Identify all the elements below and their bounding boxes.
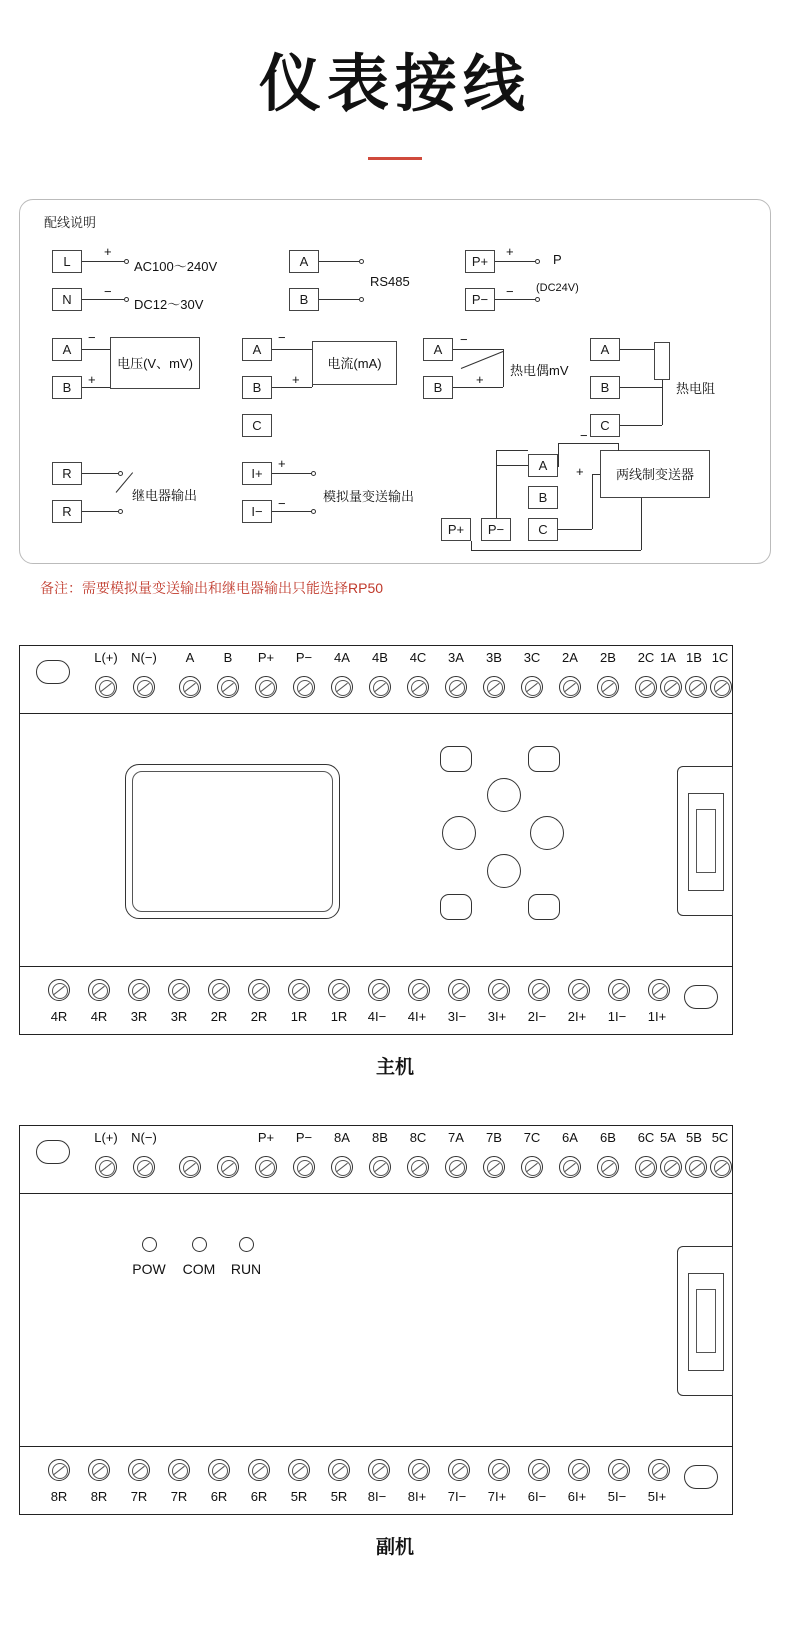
main-top-screw-8[interactable] (407, 676, 429, 698)
main-top-label-17: 1C (711, 650, 729, 665)
sub-top-label-15: 5A (660, 1130, 676, 1145)
sub-bottom-screw-5[interactable] (248, 1459, 270, 1481)
main-side-connector (677, 766, 733, 916)
label-analog-out: 模拟量变送输出 (323, 489, 415, 504)
terminal-analog-iplus: I+ (242, 462, 272, 485)
sub-top-label-0: L(+) (94, 1130, 118, 1145)
main-top-label-2: A (185, 650, 195, 665)
main-top-label-6: 4A (334, 650, 350, 665)
wire-power-l (82, 261, 124, 262)
wiring-panel-caption: 配线说明 (44, 215, 97, 230)
key-bottom-right[interactable] (528, 894, 560, 920)
main-bottom-label-10: 3I− (447, 1009, 467, 1024)
sub-top-screw-4[interactable] (255, 1156, 277, 1178)
node-relay-top (118, 471, 123, 476)
wire-tx-c-riser (592, 474, 593, 529)
terminal-current-a: A (242, 338, 272, 361)
sub-top-label-7: 8B (372, 1130, 388, 1145)
terminal-voltage-b: B (52, 376, 82, 399)
wire-voltage-b (82, 387, 110, 388)
sub-bottom-screw-12[interactable] (528, 1459, 550, 1481)
label-power-dc: DC12～30V (134, 297, 204, 312)
sub-top-screw-3[interactable] (217, 1156, 239, 1178)
main-top-screw-5[interactable] (293, 676, 315, 698)
main-bottom-screw-3[interactable] (168, 979, 190, 1001)
wire-rs485-a (319, 261, 359, 262)
sub-top-label-14: 6C (637, 1130, 655, 1145)
main-bottom-screw-7[interactable] (328, 979, 350, 1001)
terminal-current-b: B (242, 376, 272, 399)
main-bottom-label-11: 3I+ (487, 1009, 507, 1024)
node-rs485-a (359, 259, 364, 264)
key-left[interactable] (442, 816, 476, 850)
main-top-screw-10[interactable] (483, 676, 505, 698)
sub-top-screw-15[interactable] (660, 1156, 682, 1178)
sign-current-minus: − (278, 330, 286, 345)
main-top-screw-12[interactable] (559, 676, 581, 698)
main-top-screw-6[interactable] (331, 676, 353, 698)
main-bottom-screw-8[interactable] (368, 979, 390, 1001)
main-bottom-terminal-row (20, 966, 732, 1034)
node-power-n (124, 297, 129, 302)
sub-bottom-screw-14[interactable] (608, 1459, 630, 1481)
sub-bottom-screw-2[interactable] (128, 1459, 150, 1481)
wire-tx-a-branch (496, 465, 528, 466)
main-top-screw-0[interactable] (95, 676, 117, 698)
led-label-pow: POW (132, 1261, 166, 1277)
main-top-screw-1[interactable] (133, 676, 155, 698)
main-bottom-label-12: 2I− (527, 1009, 547, 1024)
sign-analog-plus: + (278, 456, 286, 471)
main-bottom-label-7: 1R (330, 1009, 348, 1024)
main-top-label-12: 2A (562, 650, 578, 665)
terminal-analog-iminus: I− (242, 500, 272, 523)
terminal-tc-a: A (423, 338, 453, 361)
wire-pout-plus (495, 261, 535, 262)
block-current: 电流(mA) (312, 341, 397, 385)
led-run (239, 1237, 254, 1252)
title-divider (368, 157, 422, 160)
sign-current-plus: + (292, 372, 300, 387)
main-bottom-screw-0[interactable] (48, 979, 70, 1001)
sign-analog-minus: − (278, 496, 286, 511)
led-com (192, 1237, 207, 1252)
node-analog-plus (311, 471, 316, 476)
wire-tc-diag-top (461, 351, 504, 369)
wire-current-a (272, 349, 312, 350)
main-bottom-screw-9[interactable] (408, 979, 430, 1001)
sub-mount-hole-bottom-right (684, 1465, 718, 1489)
terminal-pout-pminus: P− (465, 288, 495, 311)
sub-mount-hole-top-left (36, 1140, 70, 1164)
main-device-caption: 主机 (375, 1057, 414, 1078)
sub-bottom-label-15: 5I+ (647, 1489, 667, 1504)
terminal-rs485-a: A (289, 250, 319, 273)
wire-tc-join (503, 349, 504, 387)
label-pout-voltage: (DC24V) (536, 282, 579, 294)
sub-top-screw-13[interactable] (597, 1156, 619, 1178)
terminal-power-n: N (52, 288, 82, 311)
node-relay-bottom (118, 509, 123, 514)
label-pout: P (553, 252, 562, 267)
wire-rtd-c (620, 425, 662, 426)
main-bottom-screw-6[interactable] (288, 979, 310, 1001)
page-title: 仪表接线 (258, 50, 531, 119)
main-bottom-screw-14[interactable] (608, 979, 630, 1001)
sub-top-screw-12[interactable] (559, 1156, 581, 1178)
wire-tx-top-down (558, 443, 559, 467)
sub-top-screw-5[interactable] (293, 1156, 315, 1178)
wire-relay-bottom (82, 511, 120, 512)
sub-top-label-1: N(−) (131, 1130, 157, 1145)
main-top-label-0: L(+) (94, 650, 118, 665)
terminal-rtd-c: C (590, 414, 620, 437)
sub-bottom-label-13: 6I+ (567, 1489, 587, 1504)
terminal-tx-a: A (528, 454, 558, 477)
sub-top-label-6: 8A (334, 1130, 350, 1145)
sub-bottom-screw-11[interactable] (488, 1459, 510, 1481)
wire-analog-plus (272, 473, 312, 474)
main-top-screw-4[interactable] (255, 676, 277, 698)
wire-tx-top-tick (618, 443, 619, 451)
main-top-label-11: 3C (523, 650, 541, 665)
main-bottom-label-3: 3R (170, 1009, 188, 1024)
terminal-rtd-b: B (590, 376, 620, 399)
sub-top-screw-7[interactable] (369, 1156, 391, 1178)
terminal-tx-pplus: P+ (441, 518, 471, 541)
main-bottom-screw-2[interactable] (128, 979, 150, 1001)
wire-tx-c-to-block (592, 474, 600, 475)
terminal-current-c: C (242, 414, 272, 437)
main-bottom-screw-4[interactable] (208, 979, 230, 1001)
sub-bottom-label-4: 6R (210, 1489, 228, 1504)
sub-top-label-17: 5C (711, 1130, 729, 1145)
sub-top-screw-17[interactable] (710, 1156, 732, 1178)
main-bottom-screw-12[interactable] (528, 979, 550, 1001)
main-keypad (430, 746, 590, 936)
node-power-l (124, 259, 129, 264)
node-rs485-b (359, 297, 364, 302)
sub-top-label-5: P− (295, 1130, 313, 1145)
main-bottom-label-15: 1I+ (647, 1009, 667, 1024)
key-up[interactable] (487, 778, 521, 812)
main-top-terminal-row (20, 646, 732, 714)
sub-bottom-screw-8[interactable] (368, 1459, 390, 1481)
sign-pout-plus: + (506, 244, 514, 259)
sub-bottom-label-1: 8R (90, 1489, 108, 1504)
main-top-label-7: 4B (372, 650, 388, 665)
wire-tx-bottom-bus (471, 550, 641, 551)
sub-bottom-screw-15[interactable] (648, 1459, 670, 1481)
key-right[interactable] (530, 816, 564, 850)
sub-device-caption: 副机 (375, 1537, 414, 1558)
main-top-screw-14[interactable] (635, 676, 657, 698)
wire-rs485-b (319, 299, 359, 300)
wire-tx-top (558, 443, 618, 444)
main-top-label-15: 1A (660, 650, 676, 665)
sub-bottom-screw-1[interactable] (88, 1459, 110, 1481)
node-pout-minus (535, 297, 540, 302)
main-top-label-16: 1B (686, 650, 702, 665)
wire-tx-left-riser (496, 450, 497, 518)
main-top-label-5: P− (295, 650, 313, 665)
wire-tc-a (453, 349, 503, 350)
sub-top-screw-14[interactable] (635, 1156, 657, 1178)
main-top-label-14: 2C (637, 650, 655, 665)
sub-top-screw-1[interactable] (133, 1156, 155, 1178)
sub-bottom-screw-9[interactable] (408, 1459, 430, 1481)
terminal-power-l: L (52, 250, 82, 273)
sub-bottom-label-10: 7I− (447, 1489, 467, 1504)
sub-top-screw-2[interactable] (179, 1156, 201, 1178)
terminal-tx-b: B (528, 486, 558, 509)
main-bottom-label-0: 4R (50, 1009, 68, 1024)
terminal-rs485-b: B (289, 288, 319, 311)
block-two-wire-transmitter: 两线制变送器 (600, 450, 710, 498)
terminal-voltage-a: A (52, 338, 82, 361)
sub-bottom-screw-13[interactable] (568, 1459, 590, 1481)
wire-rtd-b (620, 387, 662, 388)
wire-tx-block-down (641, 498, 642, 550)
node-pout-plus (535, 259, 540, 264)
key-top-left[interactable] (440, 746, 472, 772)
led-label-run: RUN (230, 1261, 262, 1277)
sub-bottom-label-8: 8I− (367, 1489, 387, 1504)
wire-current-b (272, 387, 312, 388)
sub-top-label-4: P+ (257, 1130, 275, 1145)
label-rs485: RS485 (370, 274, 410, 289)
sub-top-screw-11[interactable] (521, 1156, 543, 1178)
sign-voltage-minus: − (88, 330, 96, 345)
main-bottom-screw-10[interactable] (448, 979, 470, 1001)
main-top-screw-2[interactable] (179, 676, 201, 698)
sub-bottom-label-9: 8I+ (407, 1489, 427, 1504)
main-top-label-3: B (223, 650, 233, 665)
terminal-pout-pplus: P+ (465, 250, 495, 273)
sub-bottom-label-3: 7R (170, 1489, 188, 1504)
main-top-label-13: 2B (600, 650, 616, 665)
sub-bottom-label-0: 8R (50, 1489, 68, 1504)
sub-bottom-screw-4[interactable] (208, 1459, 230, 1481)
wire-tc-b (453, 387, 503, 388)
wiring-diagram-panel (19, 199, 771, 564)
sub-top-screw-9[interactable] (445, 1156, 467, 1178)
main-bottom-screw-11[interactable] (488, 979, 510, 1001)
main-bottom-label-4: 2R (210, 1009, 228, 1024)
wire-tx-pplus-down (471, 541, 472, 550)
key-top-right[interactable] (528, 746, 560, 772)
sub-bottom-label-7: 5R (330, 1489, 348, 1504)
key-down[interactable] (487, 854, 521, 888)
terminal-relay-r1: R (52, 462, 82, 485)
sub-bottom-label-11: 7I+ (487, 1489, 507, 1504)
main-bottom-screw-15[interactable] (648, 979, 670, 1001)
mount-hole-top-left (36, 660, 70, 684)
terminal-tx-pminus: P− (481, 518, 511, 541)
sub-bottom-label-6: 5R (290, 1489, 308, 1504)
block-voltage: 电压(V、mV) (110, 337, 200, 389)
sub-bottom-screw-7[interactable] (328, 1459, 350, 1481)
main-top-label-4: P+ (257, 650, 275, 665)
sub-top-label-8: 8C (409, 1130, 427, 1145)
key-bottom-left[interactable] (440, 894, 472, 920)
sub-bottom-screw-10[interactable] (448, 1459, 470, 1481)
main-top-screw-15[interactable] (660, 676, 682, 698)
main-bottom-label-2: 3R (130, 1009, 148, 1024)
sub-top-label-11: 7C (523, 1130, 541, 1145)
label-thermocouple: 热电偶mV (510, 363, 569, 378)
sub-side-connector (677, 1246, 733, 1396)
sub-bottom-screw-6[interactable] (288, 1459, 310, 1481)
mount-hole-bottom-right (684, 985, 718, 1009)
main-bottom-screw-13[interactable] (568, 979, 590, 1001)
main-top-label-10: 3B (486, 650, 502, 665)
led-label-com: COM (182, 1261, 216, 1277)
main-bottom-label-13: 2I+ (567, 1009, 587, 1024)
terminal-relay-r2: R (52, 500, 82, 523)
sign-tc-plus: + (476, 372, 484, 387)
main-bottom-label-6: 1R (290, 1009, 308, 1024)
main-top-label-9: 3A (448, 650, 464, 665)
wire-relay-top (82, 473, 120, 474)
sub-top-label-16: 5B (686, 1130, 702, 1145)
sub-top-terminal-row (20, 1126, 732, 1194)
main-bottom-label-8: 4I− (367, 1009, 387, 1024)
device-sub (19, 1125, 733, 1515)
terminal-tc-b: B (423, 376, 453, 399)
sub-bottom-screw-3[interactable] (168, 1459, 190, 1481)
main-top-screw-11[interactable] (521, 676, 543, 698)
node-analog-minus (311, 509, 316, 514)
main-display-screen (125, 764, 340, 919)
wiring-note: 备注：需要模拟量变送输出和继电器输出只能选择RP50 (40, 580, 384, 596)
main-top-label-8: 4C (409, 650, 427, 665)
main-top-screw-13[interactable] (597, 676, 619, 698)
device-main (19, 645, 733, 1035)
main-top-screw-3[interactable] (217, 676, 239, 698)
sub-top-screw-8[interactable] (407, 1156, 429, 1178)
main-top-screw-7[interactable] (369, 676, 391, 698)
main-bottom-screw-5[interactable] (248, 979, 270, 1001)
sub-top-label-10: 7B (486, 1130, 502, 1145)
terminal-tx-c: C (528, 518, 558, 541)
wire-tx-to-a (496, 450, 528, 451)
main-top-screw-17[interactable] (710, 676, 732, 698)
sub-bottom-label-5: 6R (250, 1489, 268, 1504)
main-top-screw-9[interactable] (445, 676, 467, 698)
sign-voltage-plus: + (88, 372, 96, 387)
wire-pout-minus (495, 299, 535, 300)
label-power-ac: AC100～240V (134, 259, 218, 274)
sign-tx-plus: + (576, 464, 584, 479)
main-bottom-label-14: 1I− (607, 1009, 627, 1024)
led-pow (142, 1237, 157, 1252)
sub-top-screw-16[interactable] (685, 1156, 707, 1178)
wire-power-n (82, 299, 124, 300)
main-bottom-screw-1[interactable] (88, 979, 110, 1001)
main-top-label-1: N(−) (131, 650, 157, 665)
sub-top-screw-6[interactable] (331, 1156, 353, 1178)
sign-tx-minus: − (580, 428, 588, 443)
sub-top-label-9: 7A (448, 1130, 464, 1145)
sign-tc-minus: − (460, 332, 468, 347)
wire-analog-minus (272, 511, 312, 512)
sub-top-label-12: 6A (562, 1130, 578, 1145)
main-bottom-label-9: 4I+ (407, 1009, 427, 1024)
main-bottom-label-1: 4R (90, 1009, 108, 1024)
sub-bottom-screw-0[interactable] (48, 1459, 70, 1481)
sign-power-minus: − (104, 284, 112, 299)
sub-bottom-terminal-row (20, 1446, 732, 1514)
sub-top-screw-0[interactable] (95, 1156, 117, 1178)
sign-power-plus: + (104, 244, 112, 259)
sub-top-label-13: 6B (600, 1130, 616, 1145)
label-relay: 继电器输出 (132, 488, 198, 503)
wire-voltage-a (82, 349, 110, 350)
terminal-rtd-a: A (590, 338, 620, 361)
label-rtd: 热电阻 (676, 381, 716, 396)
main-bottom-label-5: 2R (250, 1009, 268, 1024)
main-top-screw-16[interactable] (685, 676, 707, 698)
sub-bottom-label-2: 7R (130, 1489, 148, 1504)
sign-pout-minus: − (506, 284, 514, 299)
sub-bottom-label-14: 5I− (607, 1489, 627, 1504)
wire-tx-c-out (558, 529, 592, 530)
sub-bottom-label-12: 6I− (527, 1489, 547, 1504)
sub-top-screw-10[interactable] (483, 1156, 505, 1178)
block-rtd-resistor (654, 342, 670, 380)
